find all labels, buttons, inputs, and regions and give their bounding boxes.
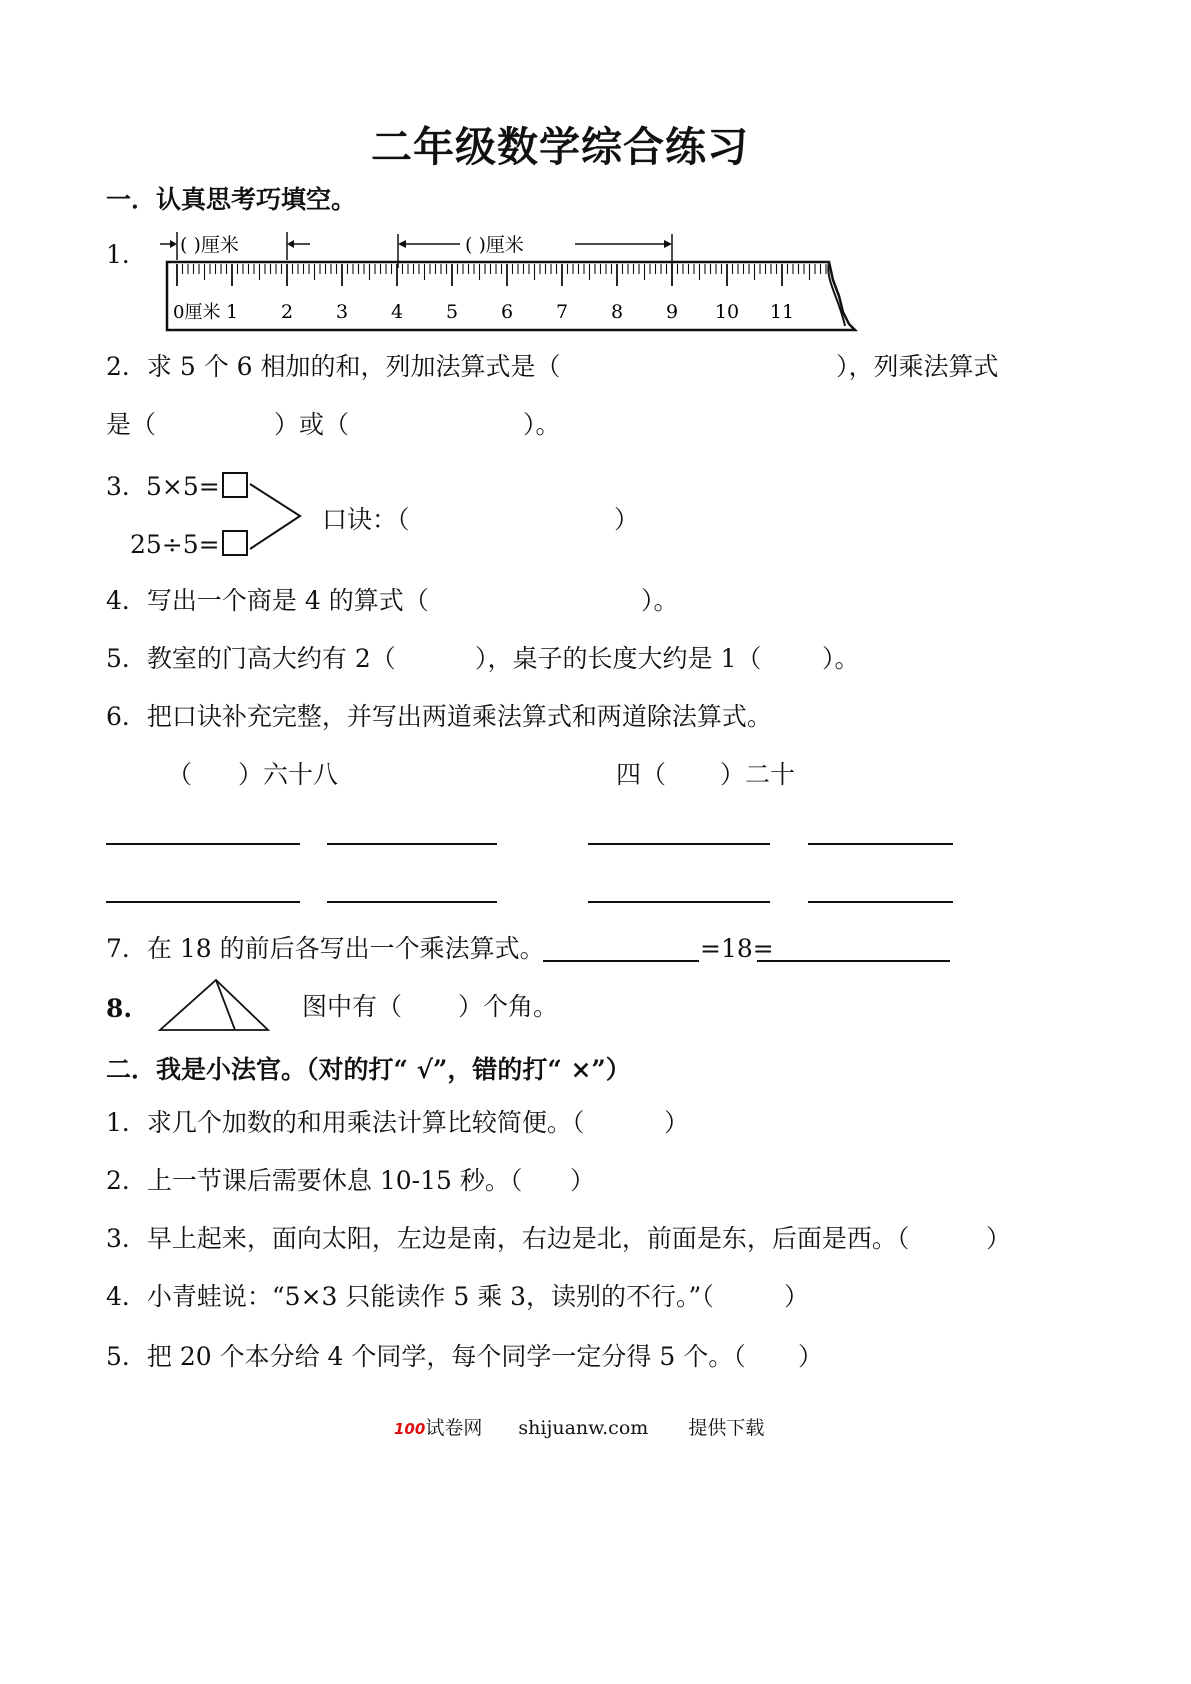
answer-line[interactable] — [327, 901, 497, 903]
section-1-heading: 一．认真思考巧填空。 — [106, 185, 357, 214]
question-3-eq1 — [146, 472, 248, 502]
question-8-b: ）个角。 — [458, 992, 559, 1021]
judge-item-4-text: 4．小青蛙说：“5×3 只能读作 5 乘 3，读别的不行。”（ — [106, 1282, 714, 1311]
answer-line[interactable] — [543, 960, 699, 962]
question-2-line1-a: 2．求 5 个 6 相加的和，列加法算式是（ — [106, 352, 561, 381]
answer-box[interactable] — [222, 530, 248, 556]
ruler-zero-label: 0厘米 — [173, 302, 221, 323]
rhyme-2-b: ）二十 — [720, 760, 796, 789]
answer-line[interactable] — [588, 843, 770, 845]
ruler-tick-label: 1 — [226, 301, 239, 323]
answer-line[interactable] — [808, 843, 953, 845]
ruler-dimension-left — [160, 232, 310, 260]
question-2-line2-c: ）。 — [523, 410, 561, 439]
ruler-tick-label: 2 — [280, 301, 294, 323]
ruler-label-right: ( )厘米 — [465, 234, 524, 256]
ruler-tick-label: 4 — [390, 301, 404, 323]
judge-item-3-text: 3．早上起来，面向太阳，左边是南，右边是北，前面是东，后面是西。（ — [106, 1224, 910, 1253]
ruler-tick-label: 10 — [714, 301, 740, 323]
question-3-eq2-text: 25÷5= — [130, 530, 220, 559]
answer-line[interactable] — [588, 901, 770, 903]
question-3-eq1-text: 5×5= — [146, 472, 220, 501]
ruler-tick-label: 8 — [610, 301, 624, 323]
ruler-tick-label: 3 — [335, 301, 349, 323]
question-1-number: 1． — [106, 240, 147, 269]
question-7-mid: =18= — [700, 934, 774, 963]
question-6-text: 6．把口诀补充完整，并写出两道乘法算式和两道除法算式。 — [106, 702, 772, 731]
footer-logo-text: 试卷网 — [425, 1417, 483, 1439]
ruler-tick-label: 11 — [769, 301, 795, 323]
answer-box[interactable] — [222, 472, 248, 498]
judge-item-2-close: ） — [570, 1166, 596, 1195]
answer-line[interactable] — [808, 901, 953, 903]
ruler-ticks — [177, 264, 826, 286]
judge-item-3-close: ） — [986, 1224, 1012, 1253]
question-3-number: 3． — [106, 472, 147, 501]
question-3-eq2 — [130, 530, 248, 560]
page-title: 二年级数学综合练习 — [371, 123, 749, 171]
ruler-tick-label: 9 — [665, 301, 679, 323]
question-5-a: 5．教室的门高大约有 2（ — [106, 644, 396, 673]
judge-item-5-text: 5．把 20 个本分给 4 个同学，每个同学一定分得 5 个。（ — [106, 1342, 746, 1371]
question-3-koujue-b: ） — [614, 505, 640, 534]
question-7-text: 7．在 18 的前后各写出一个乘法算式。 — [106, 934, 545, 963]
ruler-tick-label: 5 — [445, 301, 459, 323]
question-3-koujue-a: 口诀：（ — [322, 505, 410, 534]
footer-note: 提供下载 — [688, 1417, 765, 1439]
judge-item-1-text: 1．求几个加数的和用乘法计算比较简便。（ — [106, 1108, 585, 1137]
site-logo-icon: 100 — [394, 1420, 426, 1438]
question-8-number: 8. — [106, 994, 133, 1023]
question-4-a: 4．写出一个商是 4 的算式（ — [106, 586, 429, 615]
question-8-a: 图中有（ — [302, 992, 403, 1021]
question-2-line2-a: 是（ — [106, 410, 157, 439]
question-4-b: ）。 — [641, 586, 679, 615]
section-2-heading: 二．我是小法官。（对的打“ √”，错的打“ ×”） — [106, 1055, 631, 1084]
ruler-label-left: ( )厘米 — [180, 234, 239, 256]
answer-line[interactable] — [106, 843, 300, 845]
ruler-figure — [155, 228, 860, 338]
judge-item-5-close: ） — [798, 1342, 824, 1371]
bracket-connector — [248, 481, 304, 553]
judge-item-2-text: 2．上一节课后需要休息 10-15 秒。（ — [106, 1166, 523, 1195]
answer-line[interactable] — [327, 843, 497, 845]
footer-site-link[interactable]: shijuanw.com — [518, 1417, 649, 1439]
triangle-figure — [156, 976, 272, 1034]
ruler-tick-label: 7 — [555, 301, 569, 323]
ruler-numbers — [173, 301, 794, 323]
rhyme-1-b: ）六十八 — [238, 760, 339, 789]
question-5-c: ）。 — [822, 644, 860, 673]
question-5-b: ），桌子的长度大约是 1（ — [475, 644, 762, 673]
question-2-line1-b: ），列乘法算式 — [836, 352, 999, 381]
judge-item-1-close: ） — [664, 1108, 690, 1137]
question-2-line2-b: ）或（ — [274, 410, 350, 439]
rhyme-1-a: （ — [167, 760, 193, 789]
rhyme-2-a: 四（ — [616, 760, 667, 789]
footer — [394, 1413, 764, 1440]
ruler-tick-label: 6 — [500, 301, 514, 323]
answer-line[interactable] — [757, 960, 950, 962]
answer-line[interactable] — [106, 901, 300, 903]
judge-item-4-close: ） — [784, 1282, 810, 1311]
